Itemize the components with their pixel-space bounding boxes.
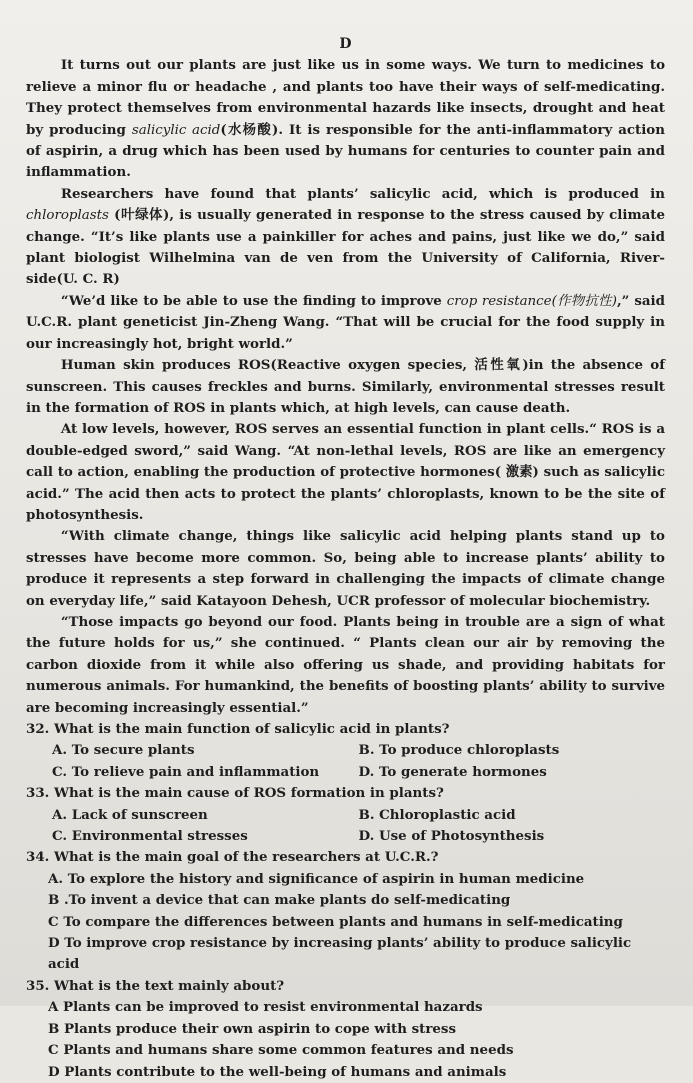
answer-options (26, 805, 665, 848)
question-stem: 34. What is the main goal of the researchers at U.C.R.? (26, 849, 439, 866)
passage-paragraph (26, 612, 665, 719)
section-letter: D (339, 36, 352, 52)
answer-option: B. Chloroplastic acid (358, 806, 516, 823)
answer-option: B Plants produce their own aspirin to cope with stress (48, 1020, 457, 1037)
answer-options (26, 869, 665, 976)
answer-option: A Plants can be improved to resist environmental hazards (48, 999, 483, 1016)
answer-option: D Plants contribute to the well-being of humans and animals (48, 1063, 507, 1080)
question-block (26, 847, 665, 975)
paragraph-text: “We’d like to be able to use the finding to improve (60, 292, 447, 309)
answer-option: C. To relieve pain and inflammation (52, 763, 320, 780)
reading-passage (26, 55, 665, 719)
answer-option: A. To explore the history and significance of aspirin in human medicine (48, 870, 585, 887)
answer-option: D. To generate hormones (358, 763, 547, 780)
passage-paragraph (26, 55, 665, 183)
passage-paragraph (26, 419, 665, 526)
answer-option: B. To produce chloroplasts (358, 742, 560, 759)
paragraph-text: Researchers have found that plants’ salicylic acid, which is produced in (60, 185, 665, 202)
paragraph-text: Human skin produces ROS(Reactive oxygen species, 活性氧)in the absence of sunscreen. This causes freckles and burns. Similarly, environmental stresses result in the formation of ROS in plants which, at high levels, can cause death. (26, 357, 665, 416)
question-list (26, 719, 665, 1083)
question-block (26, 976, 665, 1083)
paragraph-text: “With climate change, things like salicylic acid helping plants stand up to stresses have become more common. So, being able to increase plants’ ability to produce it represents a step forward in challenging the impacts of climate change on everyday life,” said Katayoon Dehesh, UCR professor of molecular biochemistry. (26, 528, 665, 609)
answer-options (26, 740, 665, 783)
passage-paragraph (26, 291, 665, 355)
paragraph-text: ,” said U.C.R. plant geneticist Jin-Zheng Wang. “That will be crucial for the food supply in our increasingly hot, bright world.” (26, 292, 665, 352)
passage-paragraph (26, 355, 665, 419)
paragraph-text: At low levels, however, ROS serves an essential function in plant cells.“ ROS is a double-edged sword,” said Wang. “At non-lethal levels, ROS are like an emergency call to action, enabling the production of protective hormones( 激素) such as salicylic acid.” The acid then acts to protect the plants’ chloroplasts, known to be the site of photosynthesis. (26, 421, 665, 523)
italic-term: salicylic acid (131, 122, 221, 138)
passage-paragraph (26, 526, 665, 612)
question-stem: 35. What is the text mainly about? (26, 977, 285, 994)
italic-term: chloroplasts (26, 208, 109, 224)
answer-options (26, 997, 665, 1083)
paragraph-text: It turns out our plants are just like us in some ways. We turn to medicines to relieve a minor flu or headache , and plants too have their ways of self-medicating. They protect themselves from environmental hazards like insects, drought and heat by producing (26, 57, 665, 138)
answer-option: C. Environmental stresses (52, 828, 248, 845)
paragraph-text: (叶绿体), is usually generated in response to the stress caused by climate change. “It’s like plants use a painkiller for aches and pains, just like we do,” said plant biologist Wilhelmina van de ven from the University of California, River-side(U. C. R) (26, 207, 665, 288)
italic-term: crop resistance(作物抗性) (446, 293, 618, 309)
question-block (26, 719, 665, 783)
answer-option: D. Use of Photosynthesis (358, 828, 545, 845)
answer-option: D To improve crop resistance by increasing plants’ ability to produce salicylic acid (48, 935, 632, 973)
question-block (26, 783, 665, 847)
paragraph-text: “Those impacts go beyond our food. Plants being in trouble are a sign of what the future holds for us,” she continued. “ Plants clean our air by removing the carbon dioxide from it while also offering us shade, and providing habitats for numerous animals. For humankind, the benefits of boosting plants’ ability to survive are becoming increasingly essential.” (26, 613, 665, 716)
answer-option: A. Lack of sunscreen (52, 806, 208, 823)
paragraph-text: (水杨酸). It is responsible for the anti-inflammatory action of aspirin, a drug which has been used by humans for centuries to counter pain and inflammation. (26, 121, 665, 181)
passage-paragraph (26, 184, 665, 291)
question-stem: 32. What is the main function of salicylic acid in plants? (26, 721, 450, 737)
answer-option: B .To invent a device that can make plants do self-medicating (48, 892, 511, 909)
question-stem: 33. What is the main cause of ROS formation in plants? (26, 785, 444, 802)
answer-option: C Plants and humans share some common features and needs (48, 1042, 514, 1059)
answer-option: C To compare the differences between plants and humans in self-medicating (48, 913, 623, 930)
answer-option: A. To secure plants (52, 742, 195, 759)
